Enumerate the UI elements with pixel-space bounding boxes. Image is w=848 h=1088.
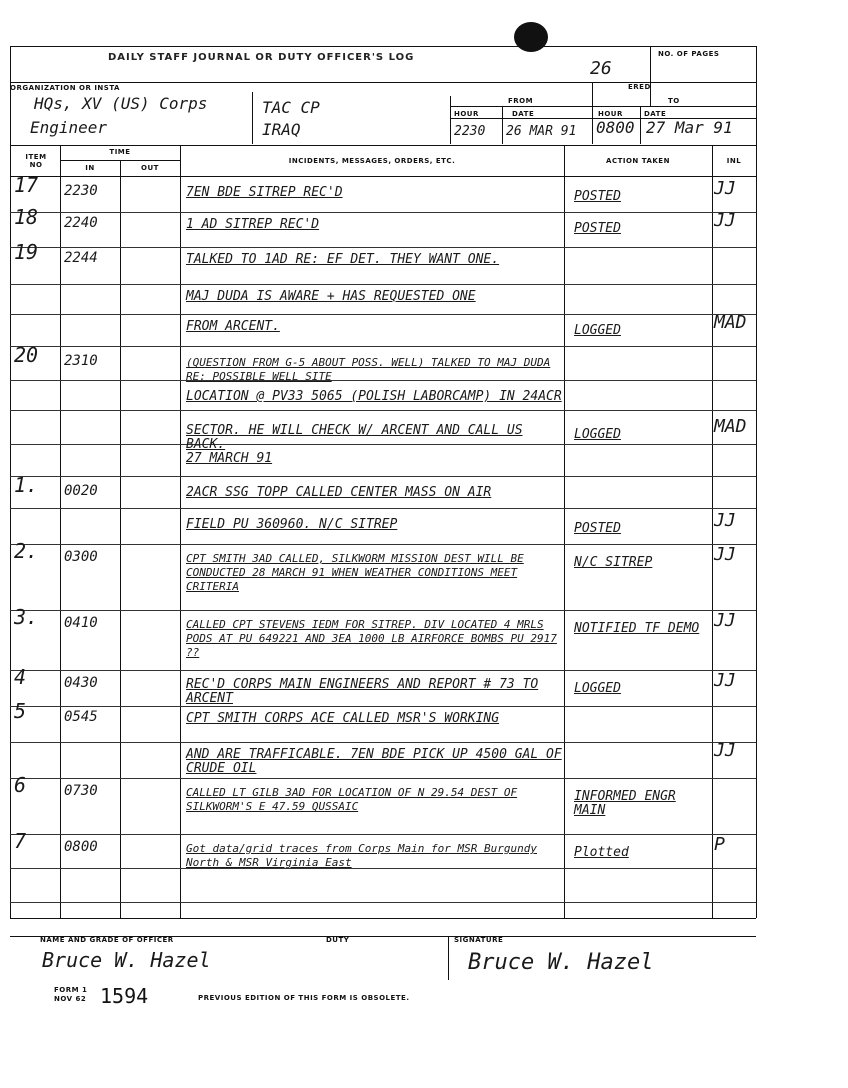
officer-signature: Bruce W. Hazel <box>468 950 654 975</box>
form-top-border <box>10 46 756 47</box>
signature-divider <box>448 936 449 980</box>
row-rule <box>10 902 756 903</box>
row-rule <box>10 212 756 213</box>
col-divider-time <box>180 145 181 918</box>
entry-text: CPT SMITH 3AD CALLED, SILKWORM MISSION DEST WILL BE CONDUCTED 28 MARCH 91 WHEN WEATHER CONDITIONS MEET CRITERIA <box>186 552 524 593</box>
form-title: DAILY STAFF JOURNAL OR DUTY OFFICER'S LOG <box>108 52 415 63</box>
entry-text: CALLED LT GILB 3AD FOR LOCATION OF N 29.54 DEST OF SILKWORM'S E 47.59 QUSSAIC <box>186 786 518 813</box>
from-hour: 2230 <box>454 124 486 139</box>
entry-initials: JJ <box>714 210 736 231</box>
row-rule <box>10 410 756 411</box>
entry-text: CPT SMITH CORPS ACE CALLED MSR'S WORKING <box>186 711 500 726</box>
entry-text: MAJ DUDA IS AWARE + HAS REQUESTED ONE <box>186 289 476 304</box>
entry-action: N/C SITREP <box>574 555 653 570</box>
form-right-border <box>756 46 757 918</box>
row-rule <box>10 778 756 779</box>
org-value-line2: Engineer <box>30 118 108 137</box>
entry-time-in: 0800 <box>64 839 98 855</box>
entry-time-in: 0545 <box>64 709 98 725</box>
entry-text: 2ACR SSG TOPP CALLED CENTER MASS ON AIR <box>186 485 492 500</box>
from-date: 26 MAR 91 <box>506 124 577 139</box>
col-divider-action <box>712 145 713 918</box>
entry-item: 18 <box>14 205 39 229</box>
row-rule <box>10 670 756 671</box>
entry-item: 5 <box>14 699 27 723</box>
entry-action: LOGGED <box>574 681 621 696</box>
entry-initials: JJ <box>714 670 736 691</box>
period-covered-label: ERED <box>628 83 651 91</box>
entry-item: 20 <box>14 343 39 367</box>
entry-text: Got data/grid traces from Corps Main for MSR Burgundy North & MSR Virginia East <box>186 842 537 869</box>
to-hour-label: HOUR <box>598 110 623 118</box>
ink-smudge <box>514 22 548 52</box>
entry-text: FIELD PU 360960. N/C SITREP <box>186 517 398 532</box>
from-hour-label: HOUR <box>454 110 479 118</box>
entry-action: POSTED <box>574 189 621 204</box>
form-number: 1594 <box>100 984 149 1008</box>
entry-action: Plotted <box>574 845 629 860</box>
entry-time-in: 0410 <box>64 615 98 631</box>
entry-time-in: 0020 <box>64 483 98 499</box>
row-rule <box>10 314 756 315</box>
name-label: NAME AND GRADE OF OFFICER <box>40 936 174 944</box>
location-line1: TAC CP <box>262 98 320 117</box>
entry-item: 4 <box>14 665 27 689</box>
entry-text: 27 MARCH 91 <box>186 451 273 466</box>
entry-initials: MAD <box>714 416 747 437</box>
entry-action: INFORMED ENGR MAIN <box>574 789 676 818</box>
entry-text: SECTOR. HE WILL CHECK W/ ARCENT AND CALL US BACK. <box>186 423 523 452</box>
no-of-pages-label: NO. OF PAGES <box>658 50 720 58</box>
col-divider-item <box>60 145 61 918</box>
from-date-label: DATE <box>512 110 535 118</box>
entry-action: POSTED <box>574 521 621 536</box>
entry-initials: JJ <box>714 544 736 565</box>
entry-action: NOTIFIED TF DEMO <box>574 621 700 636</box>
entry-time-in: 0730 <box>64 783 98 799</box>
to-hour: 0800 <box>596 118 635 137</box>
row-rule <box>10 476 756 477</box>
row-rule <box>10 247 756 248</box>
entry-time-in: 2240 <box>64 215 98 231</box>
row-rule <box>10 544 756 545</box>
entry-initials: JJ <box>714 740 736 761</box>
org-label: ORGANIZATION OR INSTA <box>10 84 120 92</box>
table-top-rule <box>10 145 756 146</box>
duty-label: DUTY <box>326 936 350 944</box>
row-rule <box>10 610 756 611</box>
form-label: FORM 1 NOV 62 <box>54 986 88 1003</box>
entry-item: 7 <box>14 829 27 853</box>
entry-time-in: 2244 <box>64 250 98 266</box>
entry-text: (QUESTION FROM G-5 ABOUT POSS. WELL) TALKED TO MAJ DUDA RE: POSSIBLE WELL SITE <box>186 356 551 383</box>
col-out: OUT <box>141 164 159 172</box>
entry-initials: JJ <box>714 178 736 199</box>
entry-text: CALLED CPT STEVENS IEDM FOR SITREP. DIV LOCATED 4 MRLS PODS AT PU 649221 AND 3EA 1000 LB AIRFORCE BOMBS PU 2917 ?? <box>186 618 557 659</box>
entry-text: FROM ARCENT. <box>186 319 280 334</box>
row-rule <box>10 284 756 285</box>
page-number: 26 <box>590 58 612 79</box>
col-inl: INL <box>726 157 742 165</box>
entry-item: 19 <box>14 240 39 264</box>
entry-action: POSTED <box>574 221 621 236</box>
entry-initials: JJ <box>714 610 736 631</box>
from-box-left <box>450 96 451 144</box>
entry-initials: P <box>714 834 725 855</box>
org-divider <box>252 92 253 144</box>
entry-text: LOCATION @ PV33 5065 (POLISH LABORCAMP) IN 24ACR <box>186 389 562 404</box>
table-bottom-rule <box>10 918 756 919</box>
entry-item: 6 <box>14 773 27 797</box>
entry-time-in: 2310 <box>64 353 98 369</box>
from-to-label-rule <box>450 106 756 107</box>
entry-action: LOGGED <box>574 323 621 338</box>
entry-text: REC'D CORPS MAIN ENGINEERS AND REPORT # 73 TO ARCENT <box>186 677 539 706</box>
col-incidents: INCIDENTS, MESSAGES, ORDERS, ETC. <box>288 157 456 165</box>
entry-initials: MAD <box>714 312 747 333</box>
entry-text: 7EN BDE SITREP REC'D <box>186 185 343 200</box>
from-to-divider <box>592 82 593 144</box>
entry-action: LOGGED <box>574 427 621 442</box>
to-label: TO <box>668 97 680 105</box>
col-divider-in-out <box>120 160 121 918</box>
entry-text: 1 AD SITREP REC'D <box>186 217 320 232</box>
location-line2: IRAQ <box>262 120 301 139</box>
to-hour-divider <box>640 106 641 144</box>
to-date: 27 Mar 91 <box>646 118 733 137</box>
table-header-bottom <box>10 176 756 177</box>
col-in: IN <box>85 164 95 172</box>
to-date-label: DATE <box>644 110 667 118</box>
entry-text: TALKED TO 1AD RE: EF DET. THEY WANT ONE. <box>186 252 500 267</box>
entry-item: 2. <box>14 539 39 563</box>
entry-item: 3. <box>14 605 39 629</box>
col-time: TIME <box>109 148 131 156</box>
row-rule <box>10 742 756 743</box>
col-divider-incidents <box>564 145 565 918</box>
row-rule <box>10 706 756 707</box>
col-action: ACTION TAKEN <box>606 157 670 165</box>
row-rule <box>10 834 756 835</box>
from-label: FROM <box>508 97 534 105</box>
col-item-no: ITEM NO <box>25 153 47 169</box>
org-value-line1: HQs, XV (US) Corps <box>34 94 208 113</box>
signature-label: SIGNATURE <box>454 936 504 944</box>
row-rule <box>10 346 756 347</box>
entry-time-in: 0430 <box>64 675 98 691</box>
officer-name: Bruce W. Hazel <box>42 948 211 972</box>
previous-edition-note: PREVIOUS EDITION OF THIS FORM IS OBSOLETE. <box>198 994 410 1002</box>
from-hour-divider <box>502 106 503 144</box>
pages-box-left <box>650 46 651 106</box>
entry-time-in: 0300 <box>64 549 98 565</box>
entry-initials: JJ <box>714 510 736 531</box>
entry-text: AND ARE TRAFFICABLE. 7EN BDE PICK UP 4500 GAL OF CRUDE OIL <box>186 747 562 776</box>
entry-time-in: 2230 <box>64 183 98 199</box>
row-rule <box>10 508 756 509</box>
entry-item: 1. <box>14 473 39 497</box>
entry-item: 17 <box>14 173 39 197</box>
